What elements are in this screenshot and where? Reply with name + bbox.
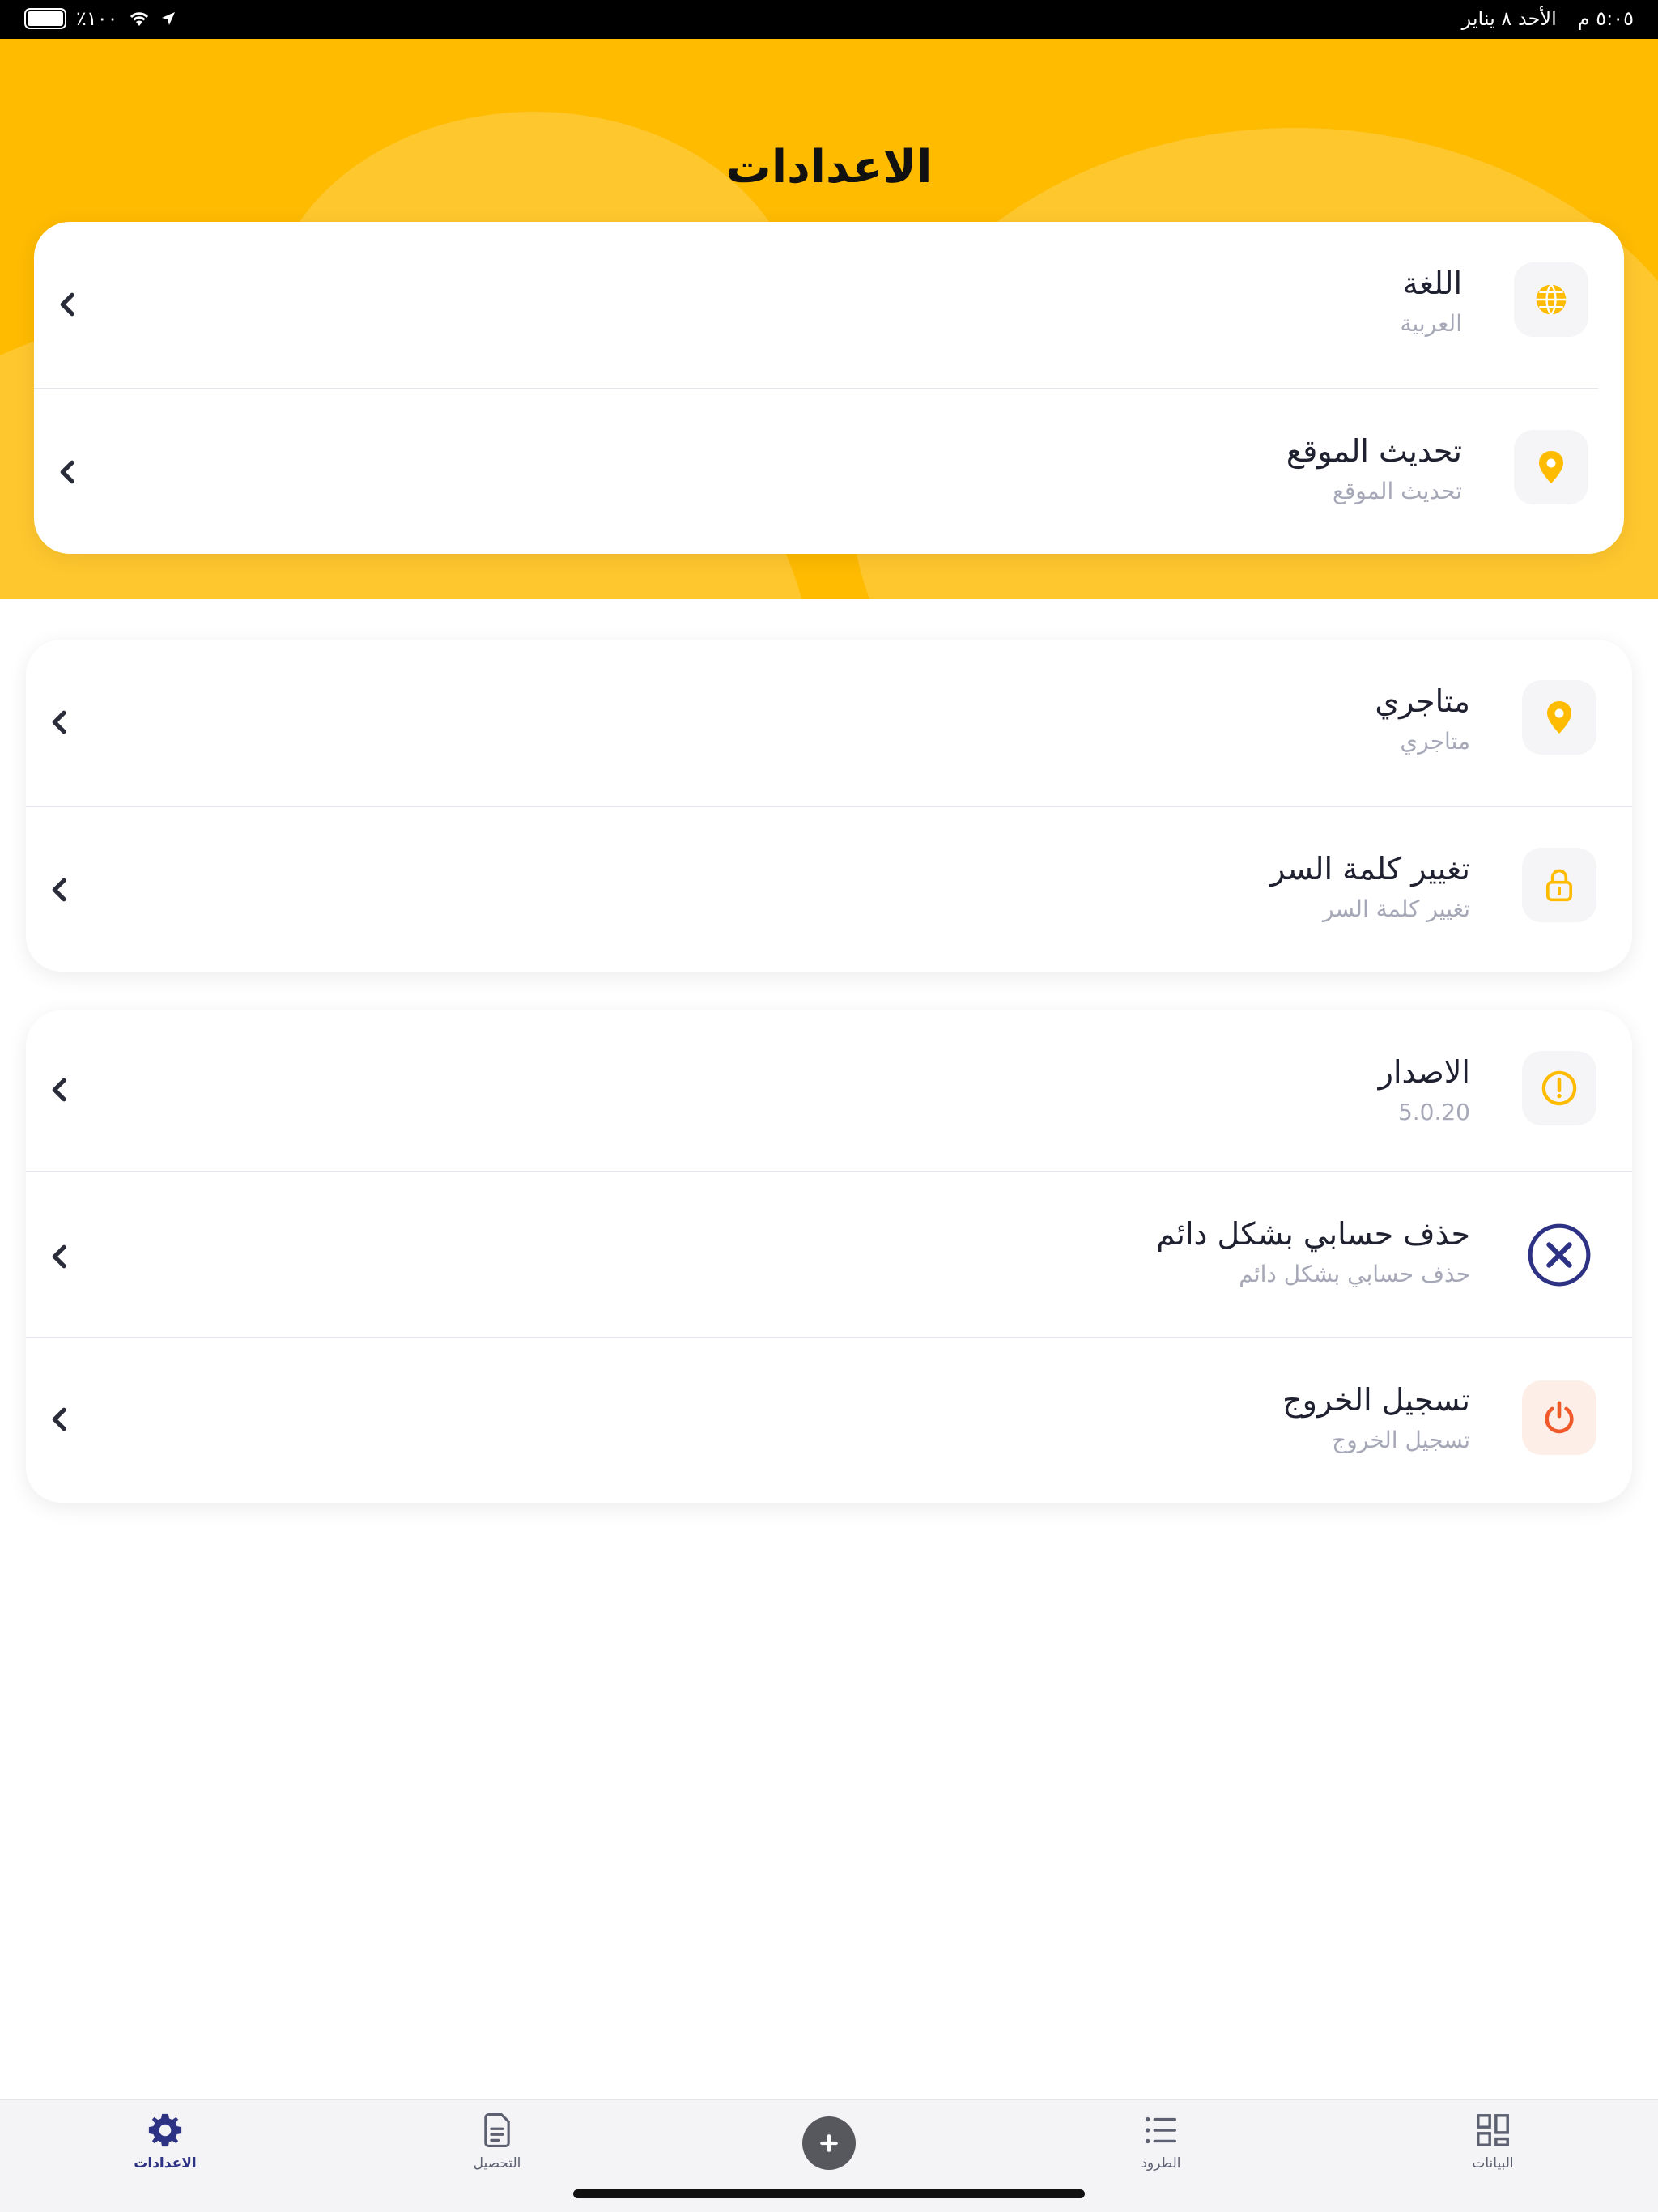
battery-icon <box>24 8 66 29</box>
nav-settings-label: الاعدادات <box>134 2155 197 2172</box>
version-row[interactable] <box>26 1010 1632 1171</box>
nav-settings[interactable] <box>84 2112 246 2172</box>
nav-dashboard[interactable] <box>1412 2112 1574 2172</box>
settings-card-general <box>34 222 1624 554</box>
plus-icon <box>818 2133 840 2154</box>
my-stores-title: متاجري <box>1375 683 1470 719</box>
logout-icon-box <box>1522 1380 1596 1455</box>
change-password-icon-box <box>1522 848 1596 922</box>
nav-collection-label: التحصيل <box>473 2155 521 2172</box>
document-icon <box>479 2112 515 2149</box>
gear-icon <box>147 2112 184 2149</box>
delete-account-row[interactable] <box>26 1171 1632 1337</box>
version-number: 5.0.20 <box>1397 1099 1470 1125</box>
chevron-left-icon <box>44 1240 76 1273</box>
chevron-left-icon <box>52 456 84 488</box>
delete-account-subtitle: حذف حسابي بشكل دائم <box>1239 1261 1470 1287</box>
chevron-left-icon <box>52 288 84 321</box>
update-location-row[interactable] <box>34 388 1598 554</box>
logout-subtitle: تسجيل الخروج <box>1332 1427 1470 1453</box>
nav-parcels-label: الطرود <box>1141 2155 1181 2172</box>
settings-card-app <box>26 1010 1632 1503</box>
lock-icon <box>1543 867 1575 903</box>
update-location-icon-box <box>1514 430 1588 504</box>
info-icon <box>1541 1070 1578 1107</box>
language-title: اللغة <box>1402 266 1462 301</box>
battery-percent: ٪١٠٠ <box>76 7 118 30</box>
location-pin-icon <box>1535 449 1567 485</box>
nav-collection[interactable] <box>416 2112 578 2172</box>
status-time: ٥:٠٥ م <box>1577 7 1634 30</box>
chevron-left-icon <box>44 874 76 906</box>
my-stores-row[interactable] <box>26 640 1632 806</box>
location-pin-icon <box>1543 700 1575 735</box>
change-password-title: تغيير كلمة السر <box>1270 851 1470 887</box>
nav-dashboard-label: البيانات <box>1472 2155 1514 2172</box>
close-circle-icon <box>1526 1222 1592 1288</box>
nav-parcels[interactable] <box>1080 2112 1242 2172</box>
add-button[interactable] <box>802 2116 856 2170</box>
status-bar <box>0 0 1658 39</box>
chevron-left-icon <box>44 706 76 738</box>
change-password-row[interactable] <box>26 806 1632 972</box>
language-row[interactable] <box>34 222 1624 388</box>
grid-icon <box>1474 2112 1511 2149</box>
globe-icon <box>1533 282 1569 317</box>
delete-account-icon-box <box>1522 1218 1596 1292</box>
version-title: الاصدار <box>1378 1054 1470 1090</box>
location-arrow-icon <box>160 11 176 27</box>
home-indicator <box>573 2189 1085 2198</box>
wifi-icon <box>128 10 151 28</box>
page-title: الاعدادات <box>725 141 933 194</box>
update-location-subtitle: تحديث الموقع <box>1332 478 1462 504</box>
chevron-left-icon <box>44 1074 76 1106</box>
delete-account-title: حذف حسابي بشكل دائم <box>1156 1216 1470 1252</box>
my-stores-icon-box <box>1522 680 1596 755</box>
logout-row[interactable] <box>26 1337 1632 1503</box>
settings-card-account <box>26 640 1632 972</box>
change-password-subtitle: تغيير كلمة السر <box>1323 895 1470 922</box>
power-icon <box>1541 1399 1578 1436</box>
my-stores-subtitle: متاجري <box>1400 728 1470 755</box>
list-icon <box>1142 2112 1180 2149</box>
language-value: العربية <box>1400 310 1462 337</box>
logout-title: تسجيل الخروج <box>1282 1382 1470 1418</box>
update-location-title: تحديث الموقع <box>1286 433 1462 469</box>
language-icon-box <box>1514 262 1588 337</box>
version-icon-box <box>1522 1051 1596 1125</box>
chevron-left-icon <box>44 1403 76 1436</box>
status-date: الأحد ٨ يناير <box>1461 7 1557 30</box>
